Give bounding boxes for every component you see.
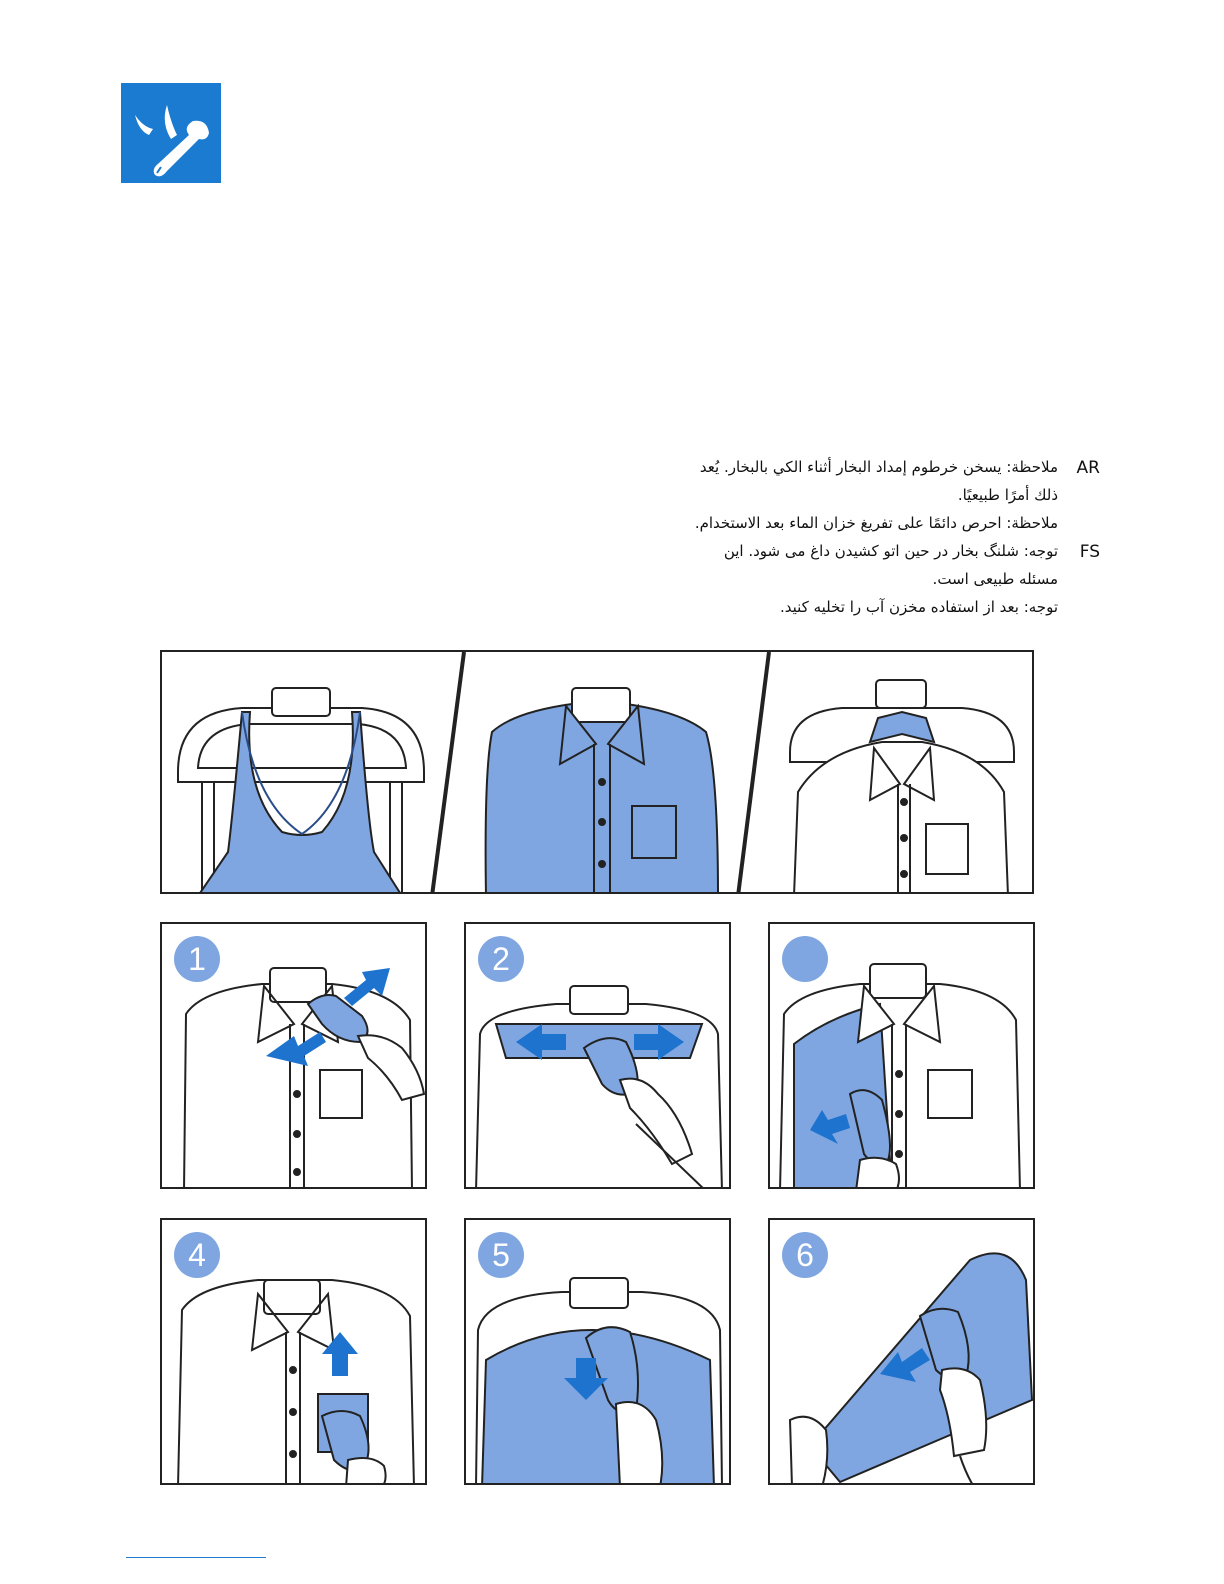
blue-shirt-on-hanger bbox=[486, 688, 718, 894]
note-fs-line-3: توجه: بعد از استفاده مخزن آب را تخلیه کنید. bbox=[779, 598, 1058, 616]
lang-code-fs: FS bbox=[1079, 542, 1100, 562]
section-badge bbox=[121, 83, 221, 183]
white-shirt-on-hanger bbox=[790, 680, 1014, 894]
step-number: 4 bbox=[174, 1232, 220, 1278]
lang-code-ar: AR bbox=[1076, 458, 1100, 478]
step-5-panel bbox=[464, 1218, 731, 1485]
step-number: 2 bbox=[478, 936, 524, 982]
note-fs-line-1: توجه: شلنگ بخار در حین اتو کشیدن داغ می شود. این bbox=[723, 542, 1058, 560]
hanger-illustration bbox=[160, 650, 1034, 894]
step-6-panel bbox=[768, 1218, 1035, 1485]
step-number: 5 bbox=[478, 1232, 524, 1278]
step-2-panel bbox=[464, 922, 731, 1189]
note-ar-line-3: ملاحظة: احرص دائمًا على تفريغ خزان الماء بعد الاستخدام. bbox=[694, 514, 1058, 532]
step-3-panel bbox=[768, 922, 1035, 1189]
step-number: 1 bbox=[174, 936, 220, 982]
step-4-panel bbox=[160, 1218, 427, 1485]
step-number: 6 bbox=[782, 1232, 828, 1278]
steamer-icon bbox=[121, 83, 221, 183]
step-number bbox=[782, 936, 828, 982]
note-fs-line-2: مسئله طبیعی است. bbox=[932, 570, 1058, 588]
tank-top-on-hanger bbox=[178, 688, 424, 894]
note-ar-line-2: ذلك أمرًا طبيعيًا. bbox=[957, 486, 1058, 504]
footer-rule bbox=[126, 1557, 266, 1558]
step-1-panel bbox=[160, 922, 427, 1189]
note-ar-line-1: ملاحظة: يسخن خرطوم إمداد البخار أثناء الكي بالبخار. يُعد bbox=[699, 458, 1058, 476]
